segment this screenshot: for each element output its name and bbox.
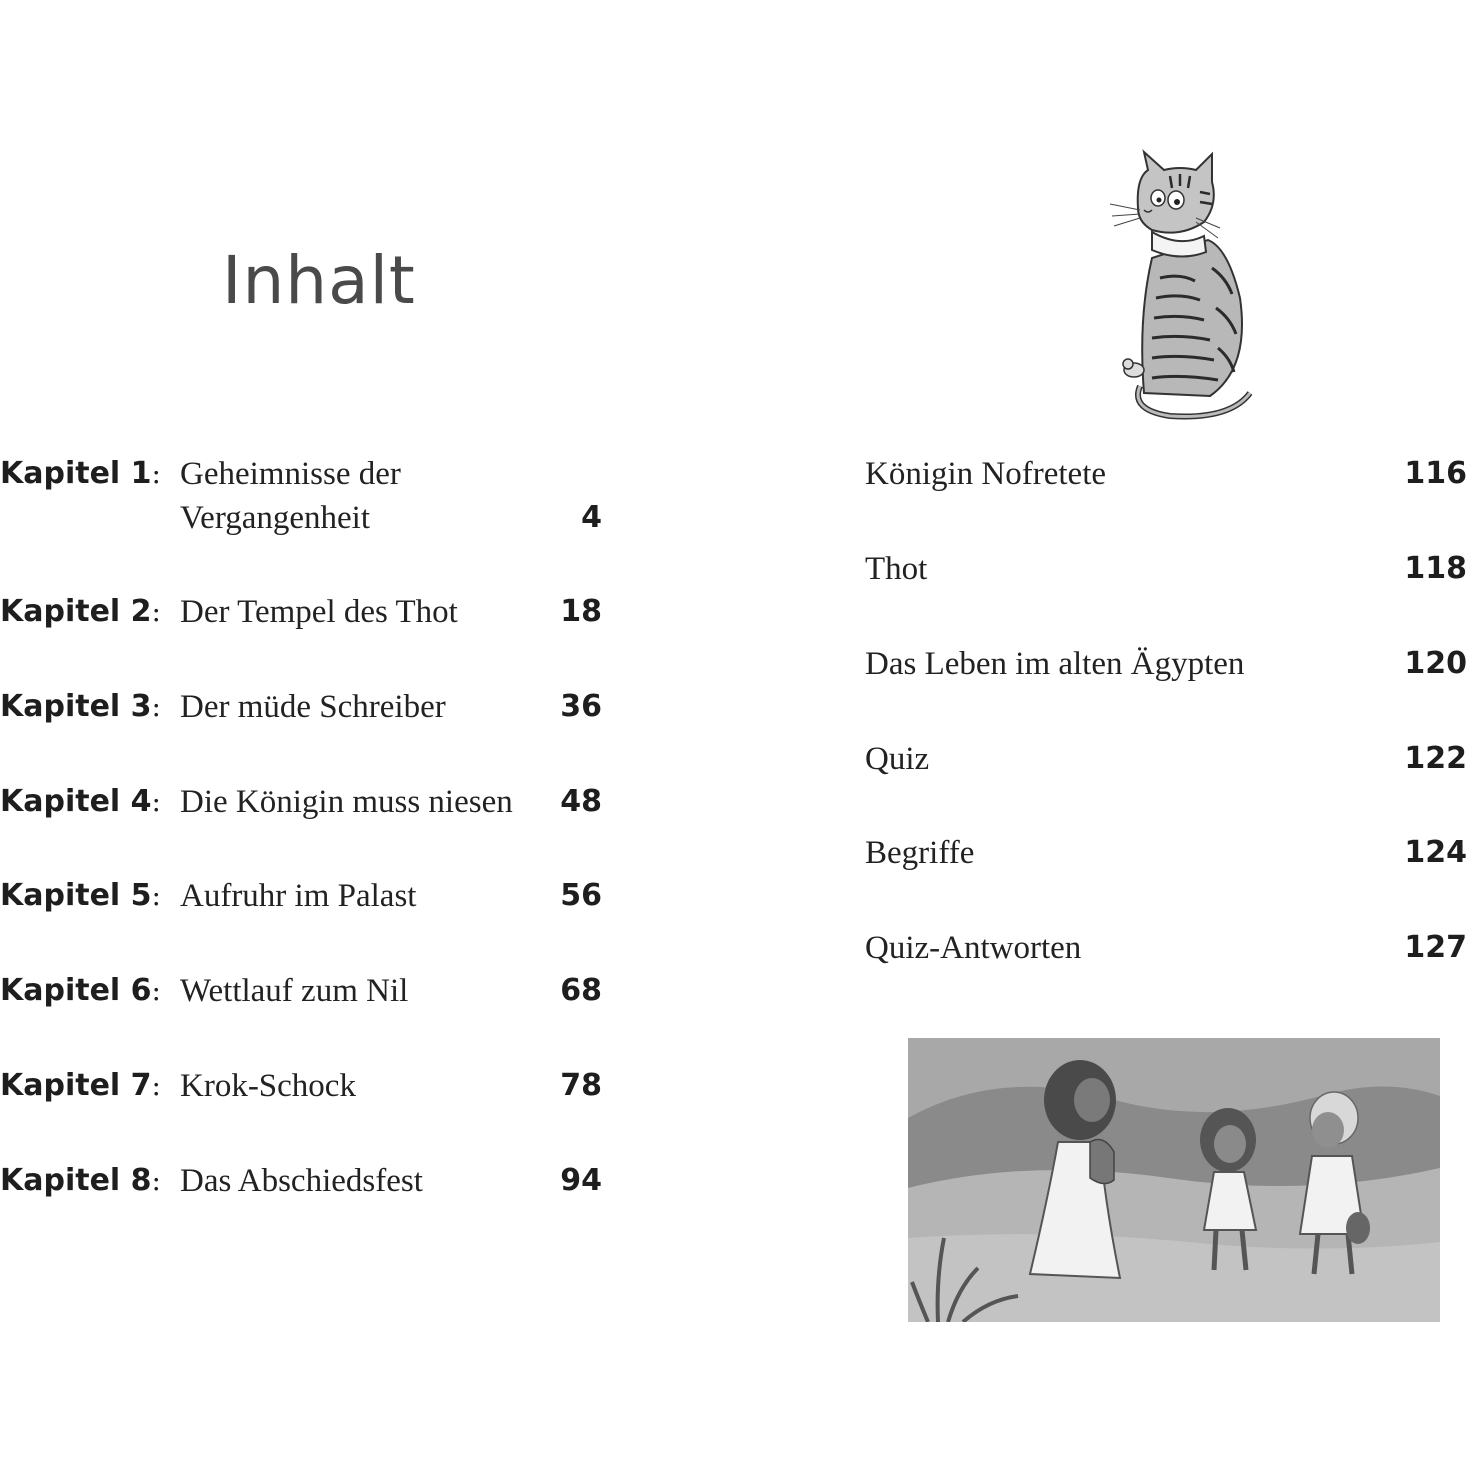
section-title: Königin Nofretete <box>865 456 1107 492</box>
chapter-label: Kapitel 6: <box>0 973 161 1008</box>
chapter-label: Kapitel 7: <box>0 1068 161 1103</box>
section-page-number: 122 <box>1404 741 1467 776</box>
section-page-number: 118 <box>1404 551 1467 586</box>
chapter-page-number: 68 <box>560 973 602 1008</box>
section-page-number: 120 <box>1404 646 1467 681</box>
section-page-number: 127 <box>1404 930 1467 965</box>
toc-section-quiz[interactable] <box>865 737 1467 783</box>
chapter-page-number: 18 <box>560 594 602 629</box>
chapter-title: Aufruhr im Palast <box>180 878 417 914</box>
toc-chapter-5[interactable] <box>0 874 604 964</box>
section-title: Begriffe <box>865 835 975 871</box>
chapter-title: Das Abschiedsfest <box>180 1163 423 1199</box>
chapter-page-number: 4 <box>581 500 602 535</box>
toc-section-nofretete[interactable] <box>865 452 1467 498</box>
chapter-label: Kapitel 3: <box>0 689 161 724</box>
toc-chapter-1[interactable] <box>0 452 604 542</box>
toc-chapter-4[interactable] <box>0 780 604 870</box>
toc-chapter-3[interactable] <box>0 685 604 775</box>
section-page-number: 116 <box>1404 456 1467 491</box>
chapter-page-number: 36 <box>560 689 602 724</box>
section-page-number: 124 <box>1404 835 1467 870</box>
toc-section-quiz-antworten[interactable] <box>865 926 1467 972</box>
toc-section-leben[interactable] <box>865 642 1467 688</box>
section-title: Das Leben im alten Ägypten <box>865 646 1245 682</box>
toc-chapter-2[interactable] <box>0 590 604 680</box>
chapter-label: Kapitel 8: <box>0 1163 161 1198</box>
toc-chapter-8[interactable] <box>0 1159 604 1249</box>
section-title: Quiz <box>865 741 930 777</box>
chapter-label: Kapitel 2: <box>0 594 161 629</box>
section-title: Thot <box>865 551 928 587</box>
page-title: Inhalt <box>222 242 416 319</box>
chapter-page-number: 56 <box>560 878 602 913</box>
scene-illustration <box>908 1038 1440 1322</box>
chapter-label: Kapitel 1: <box>0 456 161 491</box>
chapter-title: Die Königin muss niesen <box>180 784 513 820</box>
chapter-title: Geheimnisse der Vergangenheit <box>180 456 401 536</box>
section-title: Quiz-Antworten <box>865 930 1082 966</box>
toc-section-begriffe[interactable] <box>865 831 1467 877</box>
cat-illustration <box>1100 148 1260 420</box>
chapter-page-number: 94 <box>560 1163 602 1198</box>
chapter-title: Wettlauf zum Nil <box>180 973 409 1009</box>
chapter-label: Kapitel 4: <box>0 784 161 819</box>
toc-chapter-6[interactable] <box>0 969 604 1059</box>
chapter-page-number: 48 <box>560 784 602 819</box>
chapter-title: Krok-Schock <box>180 1068 356 1104</box>
chapter-label: Kapitel 5: <box>0 878 161 913</box>
chapter-page-number: 78 <box>560 1068 602 1103</box>
chapter-title: Der Tempel des Thot <box>180 594 458 630</box>
toc-chapter-7[interactable] <box>0 1064 604 1154</box>
toc-section-thot[interactable] <box>865 547 1467 593</box>
chapter-title: Der müde Schreiber <box>180 689 446 725</box>
